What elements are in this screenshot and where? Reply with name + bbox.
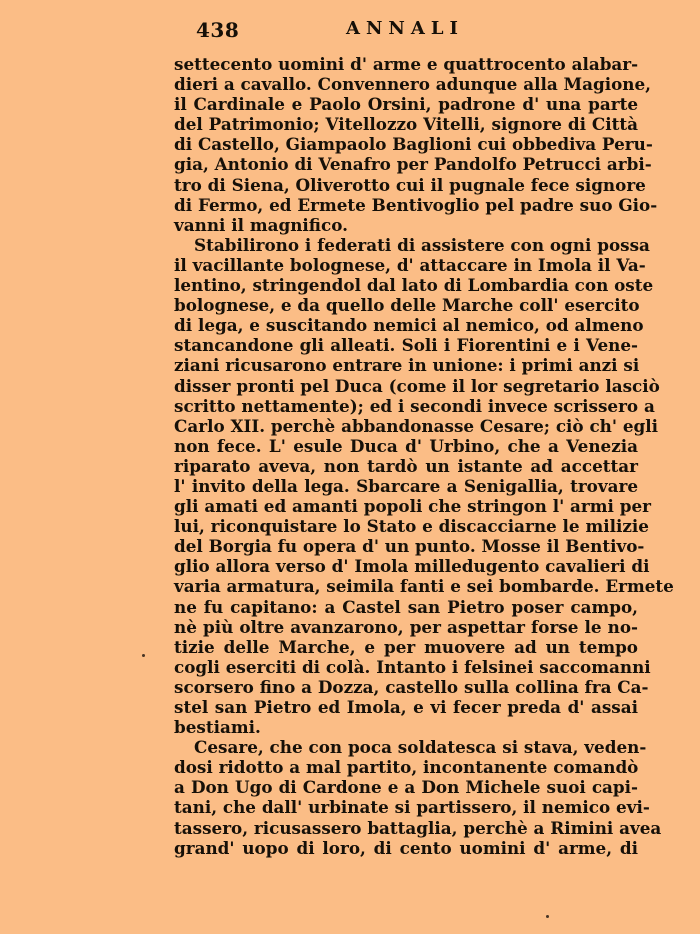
text-line: settecento uomini d' arme e quattrocento alabar- xyxy=(174,54,639,74)
text-line: di Castello, Giampaolo Baglioni cui obbediva Peru- xyxy=(174,134,653,155)
text-line: stancandone gli alleati. Soli i Fiorentini e i Vene- xyxy=(174,335,638,356)
text-line: il Cardinale e Paolo Orsini, padrone d' una parte xyxy=(174,94,638,115)
text-line: tizie delle Marche, e per muovere ad un tempo xyxy=(174,636,638,657)
text-line: il vacillante bolognese, d' attaccare in Imola il Va- xyxy=(174,254,646,275)
text-line: dieri a cavallo. Convennero adunque alla Magione, xyxy=(174,74,652,95)
text-line: Cesare, che con poca soldatesca si stava, veden- xyxy=(194,737,647,758)
print-speck xyxy=(546,915,549,918)
text-line: l' invito della lega. Sbarcare a Senigallia, trovare xyxy=(174,475,638,496)
text-line: gia, Antonio di Venafro per Pandolfo Petrucci arbi- xyxy=(174,154,652,175)
body-text xyxy=(174,54,674,858)
text-line: gli amati ed amanti popoli che stringon l' armi per xyxy=(174,496,651,517)
text-line: ziani ricusarono entrare in unione: i primi anzi si xyxy=(174,355,640,376)
text-line: di Fermo, ed Ermete Bentivoglio pel padre suo Gio- xyxy=(174,194,658,215)
text-line: glio allora verso d' Imola milledugento cavalieri di xyxy=(174,556,650,577)
text-line: a Don Ugo di Cardone e a Don Michele suoi capi- xyxy=(174,777,638,798)
text-line: nè più oltre avanzarono, per aspettar forse le no- xyxy=(174,616,638,637)
text-line: Carlo XII. perchè abbandonasse Cesare; ciò ch' egli xyxy=(174,415,659,436)
text-line: grand' uopo di loro, di cento uomini d' arme, di xyxy=(174,837,638,858)
text-line: non fece. L' esule Duca d' Urbino, che a Venezia xyxy=(174,435,638,456)
text-line: del Patrimonio; Vitellozzo Vitelli, signore di Città xyxy=(174,114,638,135)
text-line: varia armatura, seimila fanti e sei bombarde. Ermete xyxy=(174,576,674,597)
running-head: ANNALI xyxy=(346,18,464,39)
text-line: tro di Siena, Oliverotto cui il pugnale fece signore xyxy=(174,174,646,195)
page-number: 438 xyxy=(196,18,240,42)
text-line: scritto nettamente); ed i secondi invece scrissero a xyxy=(174,395,655,416)
text-line: riparato aveva, non tardò un istante ad accettar xyxy=(174,455,638,476)
text-line: dosi ridotto a mal partito, incontanente comandò xyxy=(174,757,639,778)
page-header xyxy=(174,10,638,44)
text-line: del Borgia fu opera d' un punto. Mosse il Bentivo- xyxy=(174,536,645,557)
text-line: tani, che dall' urbinate si partissero, il nemico evi- xyxy=(174,797,650,818)
text-line: scorsero fino a Dozza, castello sulla collina fra Ca- xyxy=(174,676,649,697)
text-line: Stabilirono i federati di assistere con ogni possa xyxy=(194,234,650,255)
text-line: bestiami. xyxy=(174,717,261,738)
text-line: disser pronti pel Duca (come il lor segretario lasciò xyxy=(174,375,660,396)
text-line: stel san Pietro ed Imola, e vi fecer preda d' assai xyxy=(174,697,638,717)
text-line: ne fu capitano: a Castel san Pietro poser campo, xyxy=(174,596,638,617)
print-speck xyxy=(142,654,145,657)
text-line: di lega, e suscitando nemici al nemico, od almeno xyxy=(174,315,644,336)
text-line: lentino, stringendol dal lato di Lombardia con oste xyxy=(174,275,654,296)
text-line: cogli eserciti di colà. Intanto i felsinei saccomanni xyxy=(174,656,651,677)
text-line: lui, riconquistare lo Stato e discacciarne le milizie xyxy=(174,516,649,537)
text-line: vanni il magnifico. xyxy=(174,214,348,235)
text-line: bolognese, e da quello delle Marche coll' esercito xyxy=(174,295,640,316)
text-line: tassero, ricusassero battaglia, perchè a Rimini avea xyxy=(174,817,662,838)
